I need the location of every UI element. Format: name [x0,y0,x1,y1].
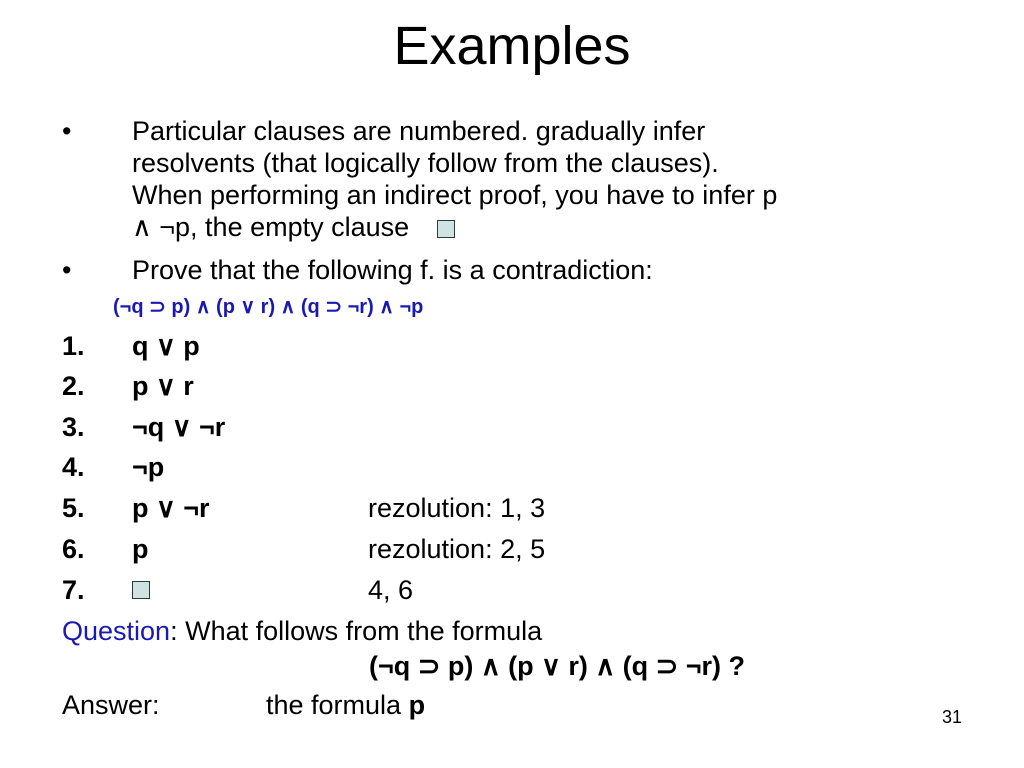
step-clause [132,574,150,606]
answer-label: Answer: [62,690,160,720]
step-row [62,370,962,410]
slide-title: Examples [393,16,631,76]
step-note: rezolution: 2, 5 [368,534,546,564]
step-row [62,492,962,532]
answer-line [266,689,425,721]
step-clause: ¬q ∨ ¬r [132,412,226,442]
bullet-1-line: When performing an indirect proof, you have to infer p [132,180,778,210]
bullet-marker: • [62,255,72,285]
step-clause: p [132,534,149,564]
step-clause: p ∨ r [132,371,194,401]
question-line [62,615,542,647]
bullet-2-text: Prove that the following f. is a contradiction: [132,255,653,285]
bullet-marker: • [62,116,72,146]
step-row [62,533,962,573]
step-clause: q ∨ p [132,331,200,361]
step-number: 2. [62,371,85,401]
contradiction-formula: (¬q ⊃ p) ∧ (p ∨ r) ∧ (q ⊃ ¬r) ∧ ¬p [113,296,424,318]
step-row [62,411,962,451]
bullet-1-line: ∧ ¬p, the empty clause [132,212,410,242]
empty-clause-box-icon [437,220,455,238]
step-note: 4, 6 [368,575,414,605]
question-text: : What follows from the formula [170,616,543,646]
step-note: rezolution: 1, 3 [368,493,546,523]
empty-clause-box-icon [132,581,150,599]
step-number: 4. [62,452,85,482]
bullet-1-line: Particular clauses are numbered. gradually infer [132,116,706,146]
page-number: 31 [941,707,962,727]
question-label: Question [62,616,171,646]
step-clause: ¬p [132,452,165,482]
step-number: 1. [62,331,85,361]
bullet-1-text [132,115,962,243]
step-number: 3. [62,412,85,442]
step-row [62,574,962,614]
question-formula: (¬q ⊃ p) ∧ (p ∨ r) ∧ (q ⊃ ¬r) ? [369,651,746,681]
answer-text: the formula [266,690,409,720]
bullet-1-line-with-box [132,211,962,243]
step-number: 5. [62,493,85,523]
step-clause: p ∨ ¬r [132,493,210,523]
step-number: 6. [62,534,85,564]
bullet-1-line: resolvents (that logically follow from the clauses). [132,148,719,178]
step-number: 7. [62,575,85,605]
step-row [62,330,962,370]
step-row [62,451,962,491]
answer-value: p [408,690,426,720]
